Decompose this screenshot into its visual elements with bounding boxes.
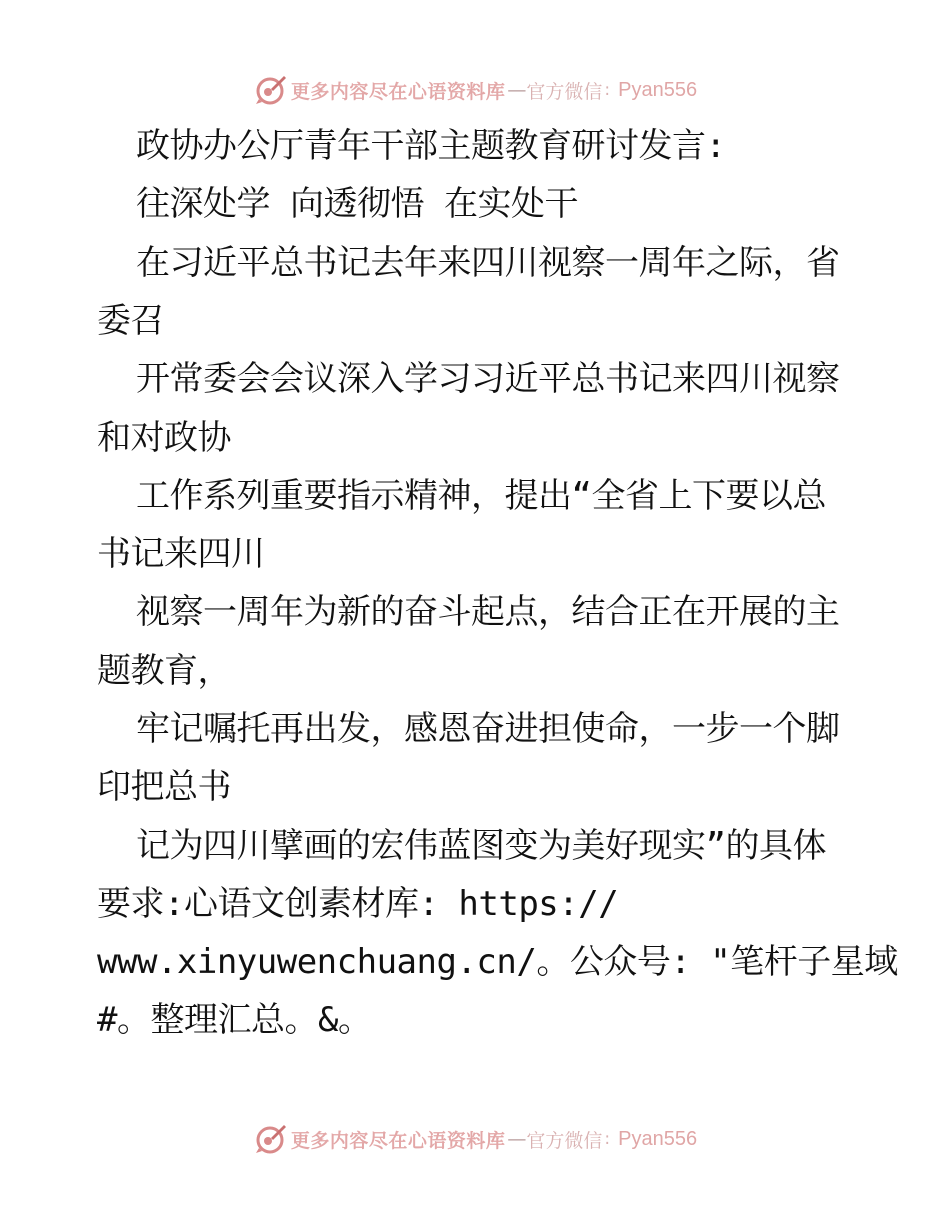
paragraph-line: 在习近平总书记去年来四川视察一周年之际，省 <box>136 243 840 283</box>
paragraph-line: 印把总书 <box>97 767 231 807</box>
paragraph-line: 书记来四川 <box>97 534 265 574</box>
document-subtitle: 往深处学 向透彻悟 在实处干 <box>136 184 578 224</box>
paragraph-line: 工作系列重要指示精神，提出“全省上下要以总 <box>136 476 826 516</box>
watermark-wechat-label: 官方微信 <box>526 80 603 103</box>
paragraph-line: 和对政协 <box>97 418 231 458</box>
watermark-wechat-label: 官方微信 <box>526 1129 603 1152</box>
watermark-separator: — <box>507 1128 525 1150</box>
paragraph-line: 委召 <box>97 301 164 341</box>
paragraph-line-source: 要求:心语文创素材库: https:// <box>97 884 619 924</box>
paragraph-line-end: #。整理汇总。&。 <box>97 1000 372 1040</box>
watermark-wechat-id: Pyan556 <box>618 78 698 101</box>
watermark-slogan: 更多内容尽在心语资料库 <box>290 80 506 103</box>
paragraph-line: 记为四川擘画的宏伟蓝图变为美好现实”的具体 <box>136 826 826 866</box>
paragraph-line: 开常委会会议深入学习习近平总书记来四川视察 <box>136 359 840 399</box>
paragraph-line: 视察一周年为新的奋斗起点，结合正在开展的主 <box>136 592 840 632</box>
document-title: 政协办公厅青年干部主题教育研讨发言: <box>136 126 726 166</box>
watermark-slogan: 更多内容尽在心语资料库 <box>290 1129 506 1152</box>
paragraph-line: 牢记嘱托再出发，感恩奋进担使命，一步一个脚 <box>136 709 840 749</box>
paragraph-line: 题教育， <box>97 651 231 691</box>
watermark-separator: — <box>507 79 525 101</box>
watermark-colon: : <box>604 80 611 100</box>
footer-watermark-banner <box>0 1119 950 1159</box>
paragraph-line-url: www.xinyuwenchuang.cn/。公众号: "笔杆子星域 <box>97 942 898 982</box>
watermark-wechat-id: Pyan556 <box>618 1127 698 1150</box>
watermark-colon: : <box>604 1129 611 1149</box>
quill-seal-logo-icon <box>253 1122 287 1156</box>
